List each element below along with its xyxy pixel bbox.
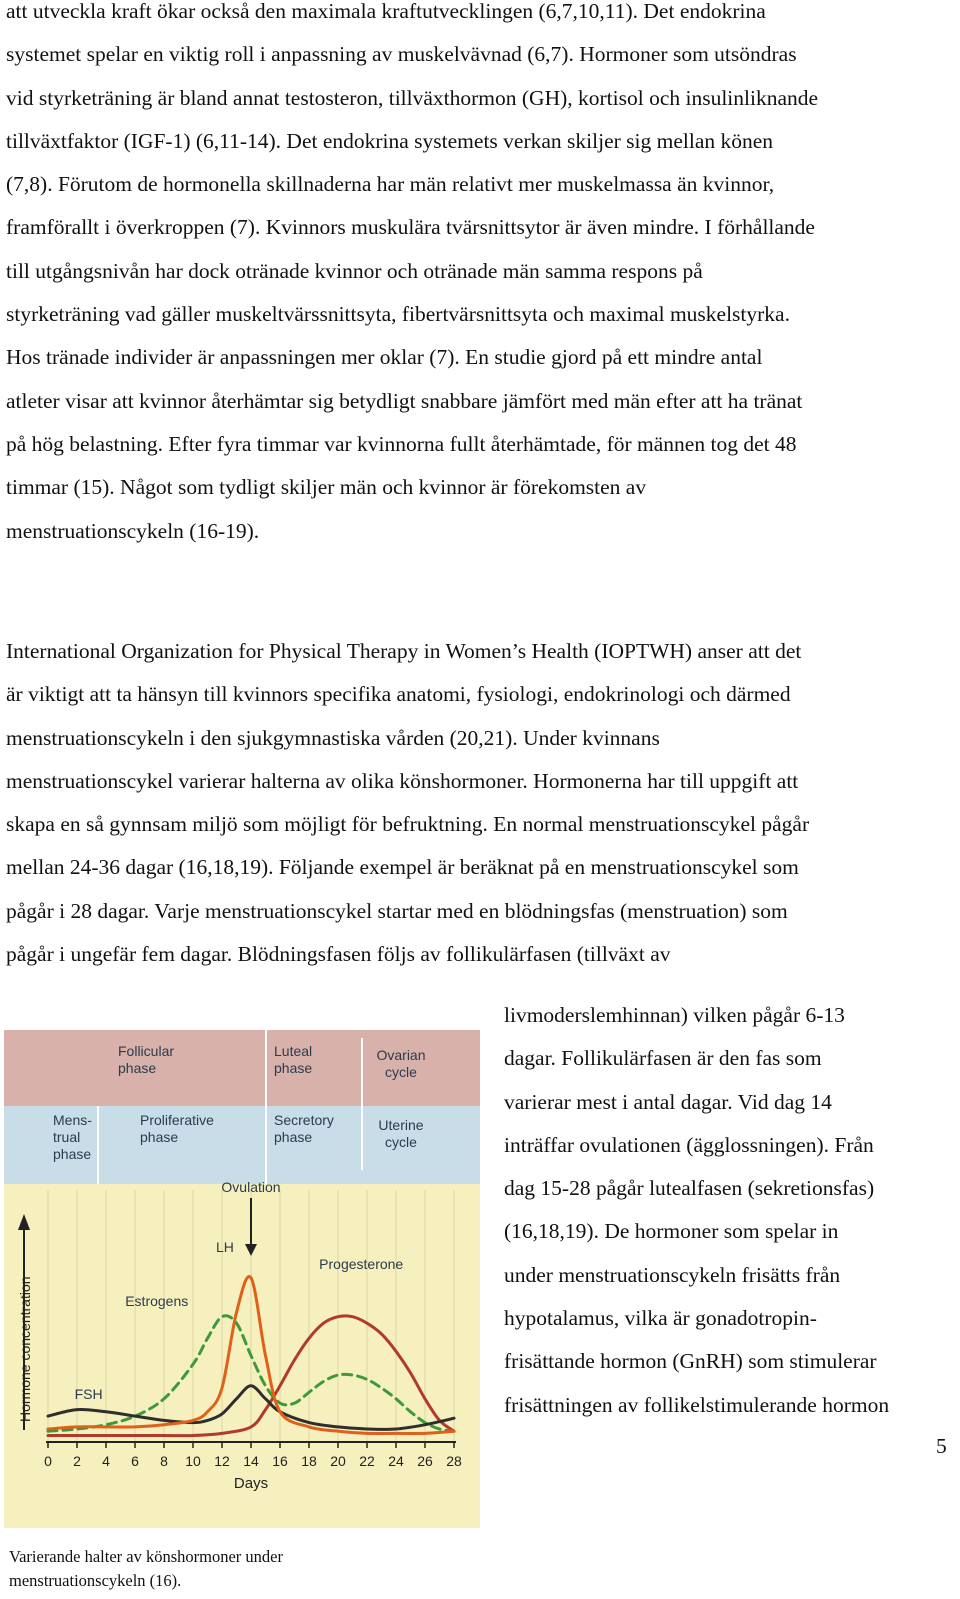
x-tick-label: 10 [185,1453,201,1469]
text-line: till utgångsnivån har dock otränade kvinnor och otränade män samma respons på [6,258,703,283]
text-line: pågår i 28 dagar. Varje menstruationscykel startar med en blödningsfas (menstruation) som [6,898,788,923]
paragraph-2 [6,630,952,976]
text-line: mellan 24-36 dagar (16,18,19). Följande exempel är beräknat på en menstruationscykel som [6,855,799,880]
x-tick-label: 14 [243,1453,259,1469]
text-line: (16,18,19). De hormoner som spelar in [504,1219,839,1244]
series-label-fsh: FSH [74,1385,103,1402]
text-line: pågår i ungefär fem dagar. Blödningsfasen följs av follikulärfasen (tillväxt av [6,942,671,967]
x-tick-label: 4 [102,1453,110,1469]
x-tick-label: 20 [330,1453,346,1469]
x-tick-label: 8 [160,1453,168,1469]
text-line: systemet spelar en viktig roll i anpassning av muskelvävnad (6,7). Hormoner som utsöndras [6,42,797,67]
uterine-cycle-label: cycle [385,1134,417,1150]
text-line: frisättningen av follikelstimulerande hormon [504,1392,890,1417]
x-tick-label: 18 [301,1453,317,1469]
text-line: menstruationscykel varierar halterna av olika könshormoner. Hormonerna har till uppgift att [6,768,799,793]
text-line: skapa en så gynnsam miljö som möjligt för befruktning. En normal menstruationscykel pågår [6,812,810,837]
secretory-phase-label: phase [274,1129,313,1145]
paragraph-1 [6,0,952,553]
text-line: International Organization for Physical Therapy in Women’s Health (IOPTWH) anser att det [6,639,802,663]
ovulation-label: Ovulation [221,1179,281,1195]
caption-line: menstruationscykeln (16). [9,1571,182,1590]
text-line: Hos tränade individer är anpassningen mer oklar (7). En studie gjord på ett mindre antal [6,345,763,370]
x-tick-label: 26 [417,1453,433,1469]
follicular-phase-label: Follicular [118,1043,175,1059]
ovarian-cycle-label: cycle [385,1064,417,1080]
luteal-phase-label: Luteal [274,1043,313,1059]
x-tick-label: 28 [446,1453,462,1469]
secretory-phase-label: Secretory [274,1112,334,1128]
figure-caption [9,1545,283,1593]
text-line: varierar mest i antal dagar. Vid dag 14 [504,1089,832,1114]
text-line: styrketräning vad gäller muskeltvärssnittsyta, fibertvärsnittsyta och maximal muskelstyrka. [6,302,790,327]
hormone-chart [4,1030,480,1528]
caption-line: Varierande halter av könshormoner under [9,1547,283,1566]
follicular-phase-label: phase [118,1060,157,1076]
x-tick-label: 2 [73,1453,81,1469]
series-label-estrogens: Estrogens [125,1292,189,1309]
menstrual-phase-label: phase [53,1146,92,1162]
text-line: dag 15-28 pågår lutealfasen (sekretionsfas) [504,1176,875,1201]
text-line: är viktigt att ta hänsyn till kvinnors specifika anatomi, fysiologi, endokrinologi och därmed [6,682,791,707]
text-line: atleter visar att kvinnor återhämtar sig betydligt snabbare jämfört med män efter att ha tränat [6,388,803,413]
text-line: hypotalamus, vilka är gonadotropin- [504,1306,817,1331]
x-tick-label: 6 [131,1453,139,1469]
menstrual-phase-label: Mens- [53,1112,92,1128]
x-tick-label: 22 [359,1453,375,1469]
y-axis-label: Hormone concentration [17,1276,33,1422]
text-line: dagar. Follikulärfasen är den fas som [504,1046,822,1071]
uterine-cycle-label: Uterine [378,1117,424,1133]
text-line: livmoderslemhinnan) vilken pågår 6-13 [504,1003,845,1027]
text-line: på hög belastning. Efter fyra timmar var kvinnorna fullt återhämtade, för männen tog det 48 [6,431,797,456]
x-tick-label: 24 [388,1453,404,1469]
text-line: inträffar ovulationen (ägglossningen). Från [504,1132,874,1157]
luteal-phase-label: phase [274,1060,313,1076]
page-number: 5 [936,1434,947,1458]
text-line: frisättande hormon (GnRH) som stimulerar [504,1349,877,1374]
text-line: under menstruationscykeln frisätts från [504,1262,841,1287]
x-tick-label: 12 [214,1453,230,1469]
x-axis-label: Days [233,1475,269,1492]
text-line: tillväxtfaktor (IGF-1) (6,11-14). Det endokrina systemets verkan skiljer sig mellan könen [6,128,774,153]
series-label-progesterone: Progesterone [319,1256,404,1273]
menstrual-phase-label: trual [53,1129,81,1145]
text-line: timmar (15). Något som tydligt skiljer män och kvinnor är förekomsten av [6,475,647,500]
text-line: att utveckla kraft ökar också den maximala kraftutvecklingen (6,7,10,11). Det endokrina [6,0,766,23]
menstrual-cycle-figure [4,1030,480,1528]
x-tick-label: 0 [44,1453,52,1469]
text-line: menstruationscykeln (16-19). [6,518,260,543]
ovarian-cycle-label: Ovarian [376,1047,426,1063]
proliferative-phase-label: phase [140,1129,179,1145]
text-line: menstruationscykeln i den sjukgymnastiska vården (20,21). Under kvinnans [6,725,660,750]
text-line: vid styrketräning är bland annat testosteron, tillväxthormon (GH), kortisol och insulinliknande [6,85,819,110]
proliferative-phase-label: Proliferative [140,1112,214,1128]
x-tick-label: 16 [272,1453,288,1469]
side-text [504,994,889,1427]
text-line: framförallt i överkroppen (7). Kvinnors muskulära tvärsnittsytor är även mindre. I förhållande [6,215,815,240]
series-label-lh: LH [215,1238,234,1255]
text-line: (7,8). Förutom de hormonella skillnaderna har män relativt mer muskelmassa än kvinnor, [6,172,775,197]
